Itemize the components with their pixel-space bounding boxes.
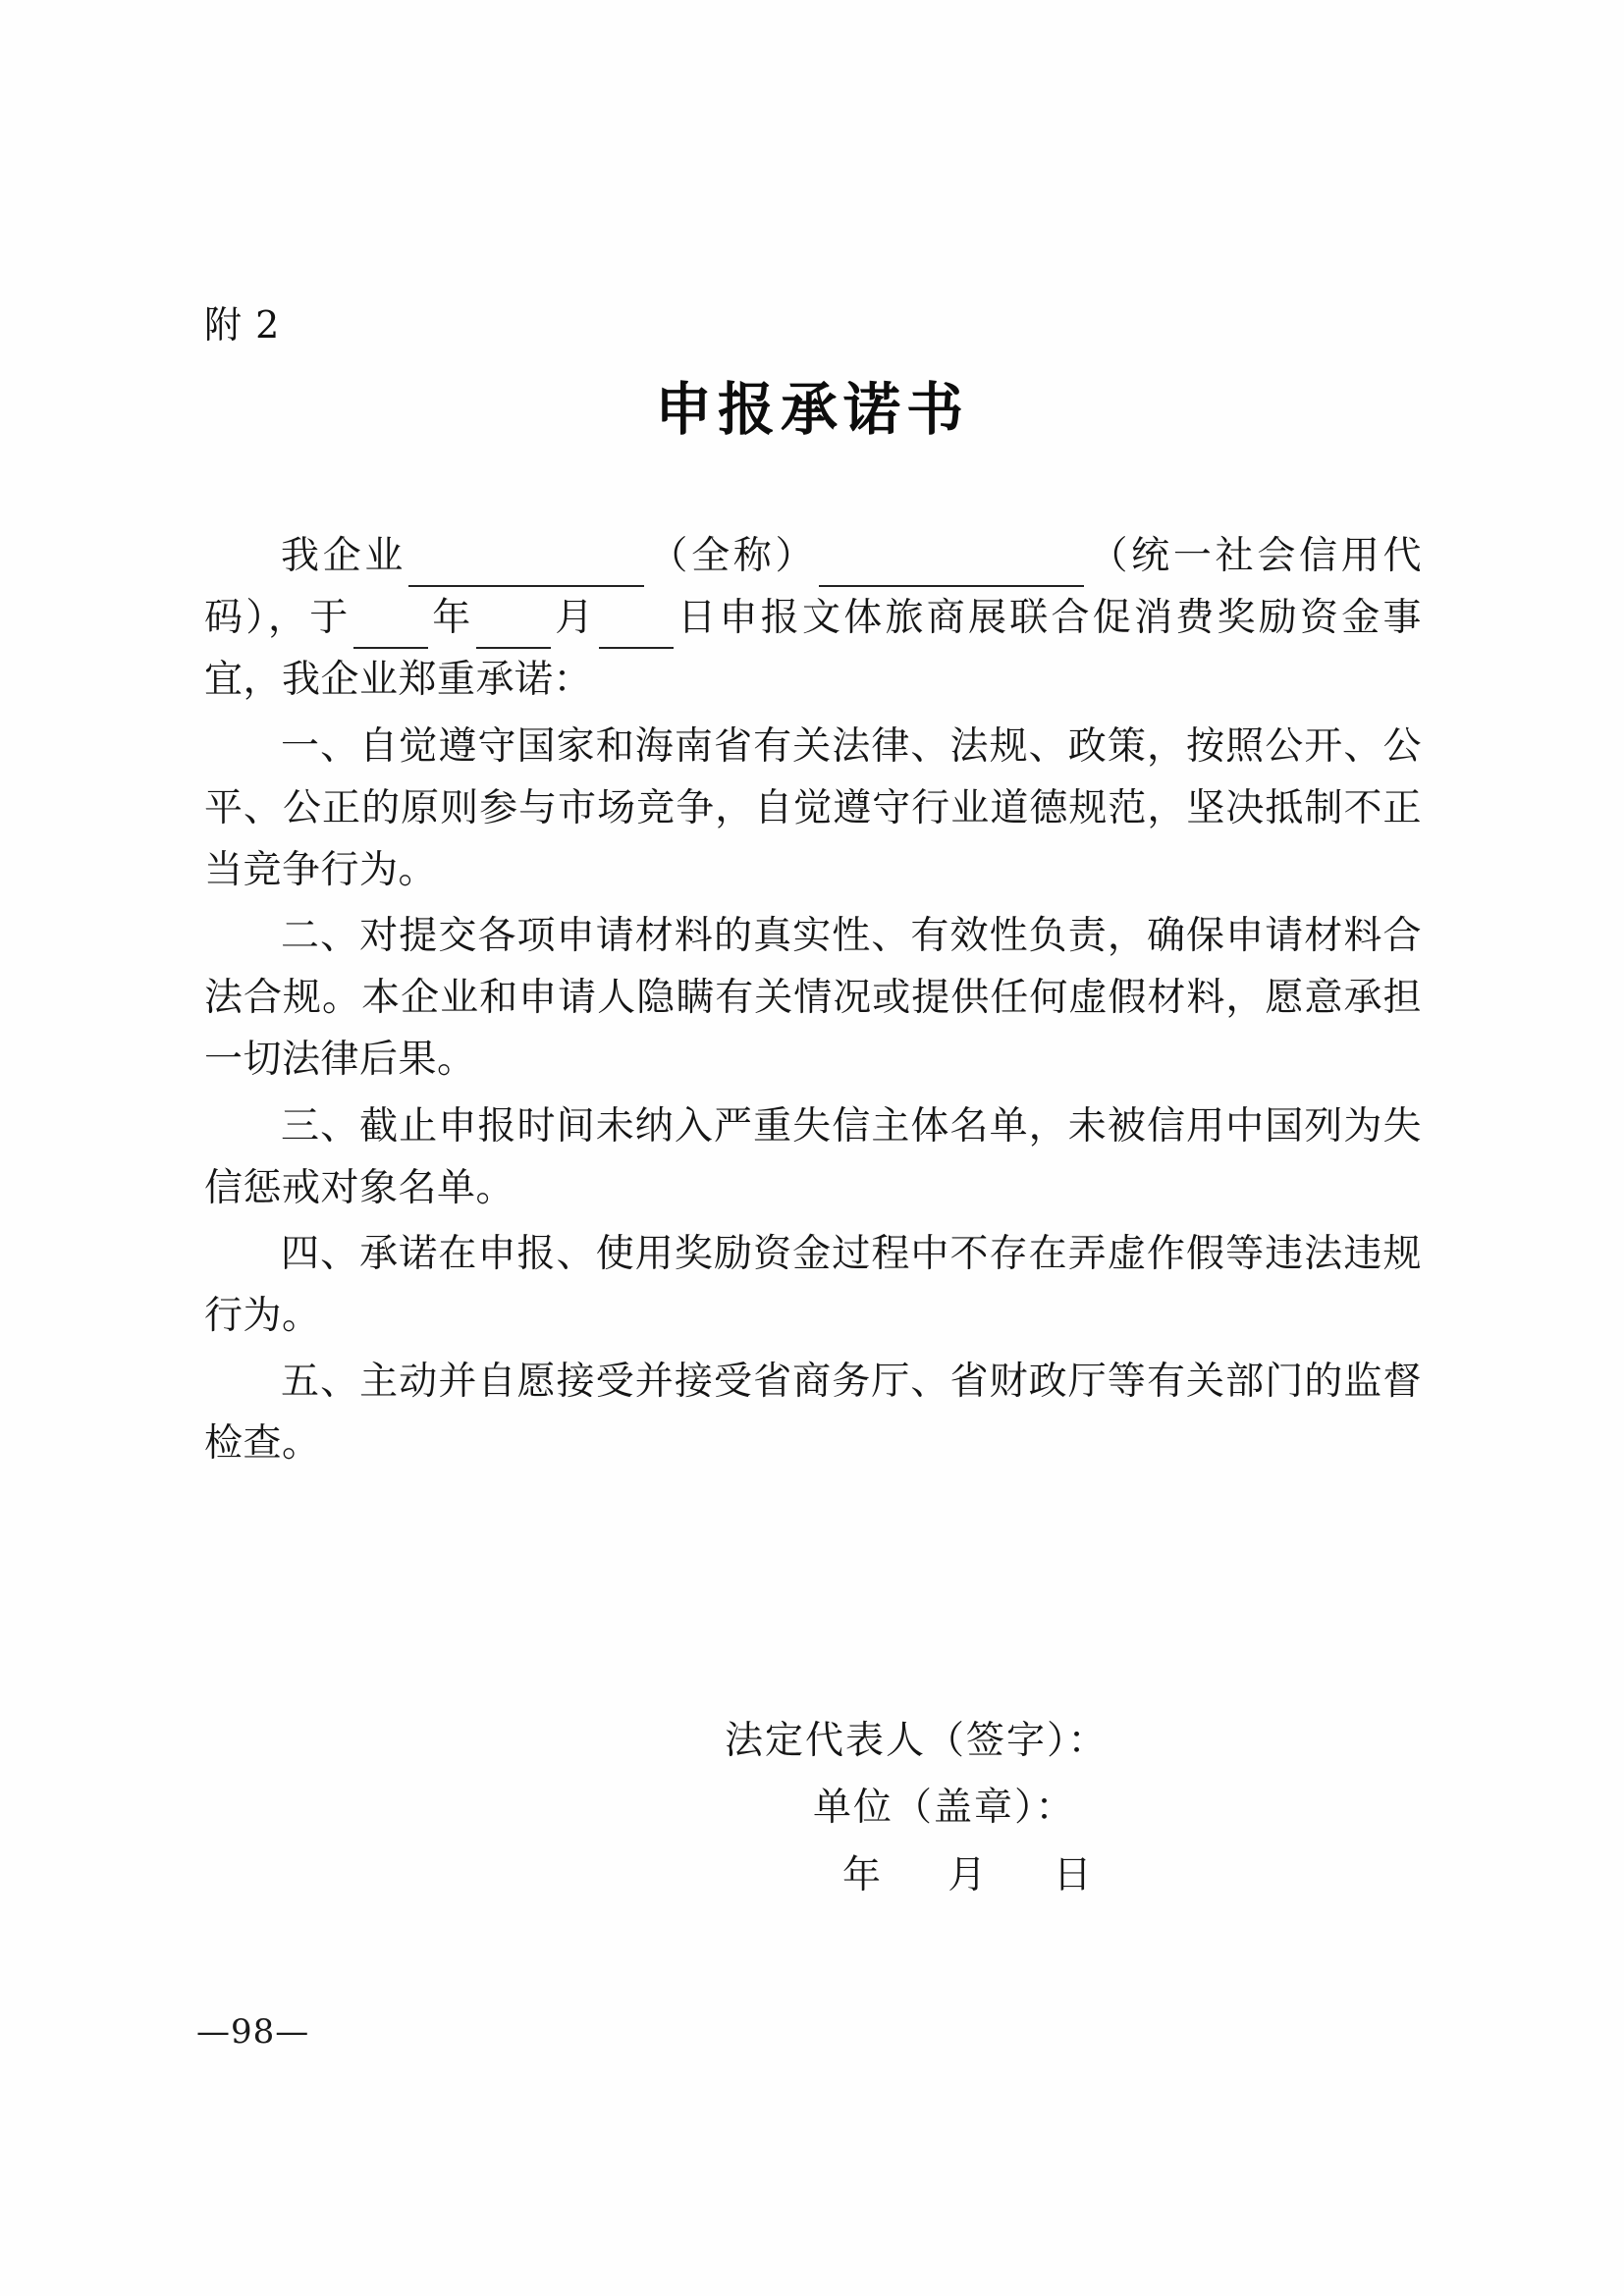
year-blank[interactable] (353, 617, 428, 649)
credit-code-blank[interactable] (819, 556, 1084, 587)
attachment-label: 附 2 (204, 303, 281, 347)
clause-item: 三、截止申报时间未纳入严重失信主体名单，未被信用中国列为失信惩戒对象名单。 (204, 1103, 1422, 1210)
day-blank[interactable] (599, 617, 674, 649)
intro-paragraph (204, 525, 1422, 712)
signature-block (204, 1708, 1422, 1909)
clause-item: 五、主动并自愿接受并接受省商务厅、省财政厅等有关部门的监督检查。 (204, 1360, 1422, 1467)
page-title: 申报承诺书 (654, 376, 969, 443)
intro-after-company: （全称） (646, 534, 818, 578)
legal-representative-signature-line: 法定代表人（签字）： (725, 1719, 1109, 1763)
year-unit: 年 (429, 596, 474, 641)
unit-seal-line: 单位（盖章）： (813, 1786, 1076, 1831)
intro-before-company: 我企业 (281, 534, 407, 578)
clause-item: 四、承诺在申报、使用奖励资金过程中不存在弄虚作假等违法违规行为。 (204, 1231, 1422, 1339)
clause-item: 二、对提交各项申请材料的真实性、有效性负责，确保申请材料合法合规。本企业和申请人隐瞒有关情况或提供任何虚假材料，愿意承担一切法律后果。 (204, 914, 1422, 1083)
company-name-blank[interactable] (408, 556, 644, 587)
intro-tail: 日申报文体旅商展联合促消费奖励资金事宜，我企业郑重承诺： (204, 596, 1422, 703)
document-body (204, 525, 1422, 1479)
month-unit: 月 (552, 596, 597, 641)
page-number: —98— (196, 2012, 310, 2052)
clause-item: 一、自觉遵守国家和海南省有关法律、法规、政策，按照公开、公平、公正的原则参与市场竞争，自觉遵守行业道德规范，坚决抵制不正当竞争行为。 (204, 723, 1422, 892)
date-line: 年 月 日 (842, 1852, 1119, 1897)
month-blank[interactable] (476, 617, 551, 649)
intro-after-code: （统一社会信用代码），于 (204, 534, 1422, 641)
